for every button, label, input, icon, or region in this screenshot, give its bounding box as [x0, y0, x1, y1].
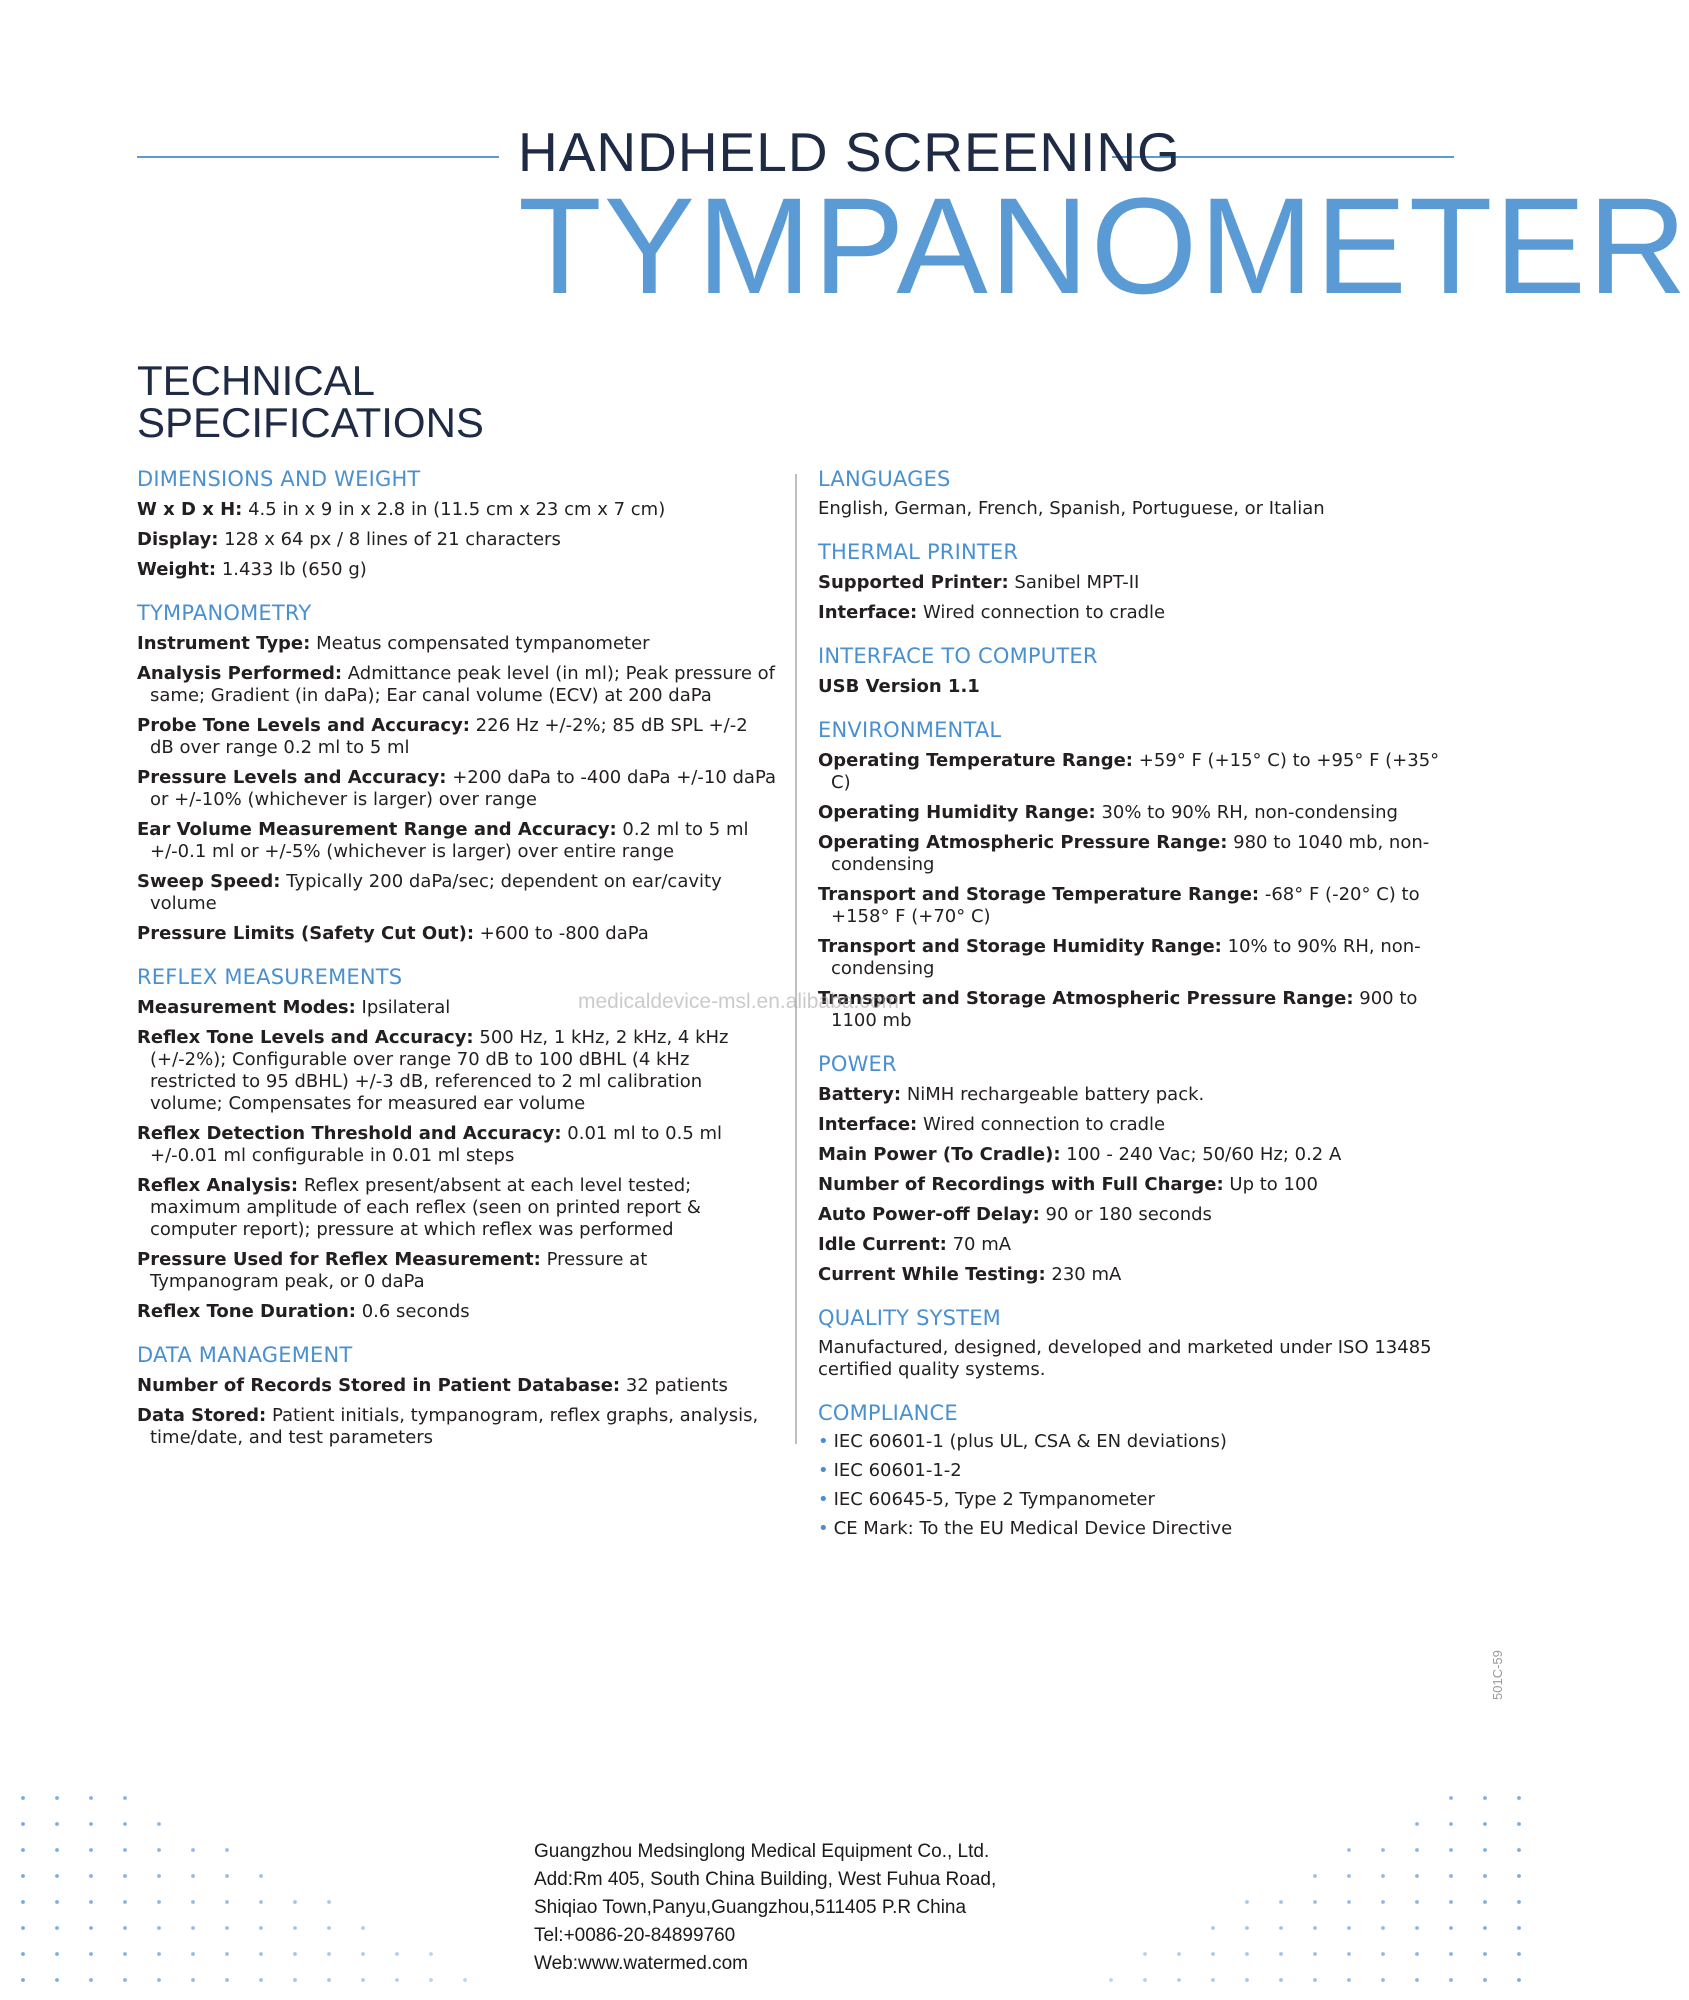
compliance-item-text: IEC 60601-1 (plus UL, CSA & EN deviations) — [833, 1431, 1227, 1452]
spec-label: Sweep Speed: — [137, 871, 281, 892]
spec-value: 128 x 64 px / 8 lines of 21 characters — [218, 529, 561, 550]
decorative-dot — [1449, 1822, 1453, 1826]
spec-value: 500 Hz, 1 kHz, 2 kHz, 4 kHz (+/-2%); Configurable over range 70 dB to 100 dBHL (4 kHz restricted to 95 dBHL) +/-3 dB, referenced to 2 ml calibration volume; Compensates for measured ear volume — [150, 1027, 729, 1114]
spec-value: +600 to -800 daPa — [474, 923, 649, 944]
section-title-compliance: COMPLIANCE — [818, 1401, 958, 1425]
footer-address-1: Add:Rm 405, South China Building, West Fuhua Road, — [534, 1869, 997, 1890]
spec-label: Transport and Storage Temperature Range: — [818, 884, 1260, 905]
spec-value: Wired connection to cradle — [917, 1114, 1166, 1135]
spec-label: Weight: — [137, 559, 217, 580]
spec-value: +59° F (+15° C) to +95° F (+35° C) — [831, 750, 1440, 793]
spec-label: Data Stored: — [137, 1405, 267, 1426]
decorative-dot — [1381, 1874, 1385, 1878]
decorative-dot — [157, 1874, 161, 1878]
spec-label: Operating Temperature Range: — [818, 750, 1134, 771]
right-column — [818, 467, 1458, 1547]
decorative-dot — [1415, 1874, 1419, 1878]
decorative-dot — [1245, 1978, 1249, 1982]
decorative-dot — [327, 1900, 331, 1904]
footer-company-name: Guangzhou Medsinglong Medical Equipment Co., Ltd. — [534, 1841, 990, 1862]
decorative-dot — [327, 1952, 331, 1956]
spec-row — [818, 1204, 1458, 1226]
spec-value: 10% to 90% RH, non-condensing — [831, 936, 1421, 979]
decorative-dot — [123, 1926, 127, 1930]
decorative-dot — [361, 1978, 365, 1982]
section-tympanometry — [137, 601, 777, 945]
compliance-list — [818, 1431, 1458, 1540]
spec-row — [818, 1114, 1458, 1136]
spec-value: NiMH rechargeable battery pack. — [901, 1084, 1205, 1105]
decorative-dot — [1449, 1874, 1453, 1878]
section-title-environmental: ENVIRONMENTAL — [818, 718, 1002, 742]
spec-row — [818, 602, 1458, 624]
spec-row — [818, 936, 1458, 980]
decorative-dot — [1517, 1900, 1521, 1904]
decorative-dot — [293, 1978, 297, 1982]
decorative-dot — [225, 1978, 229, 1982]
footer-website: Web:www.watermed.com — [534, 1953, 748, 1974]
section-interface — [818, 644, 1458, 698]
spec-row — [137, 633, 777, 655]
bullet-dot-icon: • — [818, 1518, 829, 1539]
spec-heading-line-2: SPECIFICATIONS — [137, 399, 484, 446]
section-reflex — [137, 965, 777, 1323]
decorative-dot — [89, 1900, 93, 1904]
section-power — [818, 1052, 1458, 1286]
decorative-dot — [89, 1952, 93, 1956]
spec-label: Pressure Levels and Accuracy: — [137, 767, 447, 788]
section-quality — [818, 1306, 1458, 1381]
decorative-dot — [1415, 1848, 1419, 1852]
compliance-item-text: CE Mark: To the EU Medical Device Directive — [833, 1518, 1233, 1539]
spec-row — [818, 572, 1458, 594]
company-footer — [534, 1838, 996, 1978]
spec-label: Reflex Detection Threshold and Accuracy: — [137, 1123, 562, 1144]
decorative-dot — [21, 1978, 25, 1982]
decorative-dot — [225, 1900, 229, 1904]
spec-label: Pressure Used for Reflex Measurement: — [137, 1249, 541, 1270]
title-line-2: TYMPANOMETER — [518, 170, 1689, 323]
spec-value: 980 to 1040 mb, non-condensing — [831, 832, 1430, 875]
decorative-dot — [1381, 1926, 1385, 1930]
spec-label: Operating Humidity Range: — [818, 802, 1096, 823]
decorative-dot — [1449, 1796, 1453, 1800]
decorative-dot — [1381, 1848, 1385, 1852]
decorative-dot — [1245, 1952, 1249, 1956]
decorative-dot — [1415, 1952, 1419, 1956]
left-column — [137, 467, 777, 1449]
spec-label: Reflex Analysis: — [137, 1175, 299, 1196]
decorative-dot — [1347, 1848, 1351, 1852]
spec-value: Up to 100 — [1223, 1174, 1318, 1195]
decorative-dot — [1313, 1926, 1317, 1930]
decorative-dot — [55, 1796, 59, 1800]
spec-row — [818, 802, 1458, 824]
section-compliance — [818, 1401, 1458, 1540]
spec-heading-line-1: TECHNICAL — [137, 357, 376, 404]
decorative-dot — [21, 1926, 25, 1930]
spec-label: Main Power (To Cradle): — [818, 1144, 1061, 1165]
decorative-dot — [1313, 1978, 1317, 1982]
spec-value: 0.6 seconds — [355, 1301, 470, 1322]
decorative-dot — [1381, 1978, 1385, 1982]
section-title-interface: INTERFACE TO COMPUTER — [818, 644, 1098, 668]
spec-row — [818, 1144, 1458, 1166]
decorative-dot — [1415, 1900, 1419, 1904]
spec-value: 100 - 240 Vac; 50/60 Hz; 0.2 A — [1060, 1144, 1342, 1165]
section-title-dimensions: DIMENSIONS AND WEIGHT — [137, 467, 421, 491]
decorative-dot — [191, 1900, 195, 1904]
spec-row — [818, 1234, 1458, 1256]
decorative-dot — [1211, 1926, 1215, 1930]
section-printer — [818, 540, 1458, 624]
spec-row — [137, 1249, 777, 1293]
decorative-dot — [1483, 1874, 1487, 1878]
spec-label: Current While Testing: — [818, 1264, 1046, 1285]
section-title-data-management: DATA MANAGEMENT — [137, 1343, 353, 1367]
decorative-dot — [429, 1978, 433, 1982]
compliance-item — [818, 1431, 1458, 1453]
decorative-dot — [123, 1848, 127, 1852]
bullet-dot-icon: • — [818, 1489, 829, 1510]
spec-value: +200 daPa to -400 daPa +/-10 daPa or +/-10% (whichever is larger) over range — [150, 767, 777, 810]
spec-label: Interface: — [818, 1114, 918, 1135]
decorative-dot — [1449, 1978, 1453, 1982]
spec-value: 30% to 90% RH, non-condensing — [1095, 802, 1398, 823]
spec-row — [137, 923, 777, 945]
decorative-dot — [55, 1848, 59, 1852]
decorative-dot — [361, 1952, 365, 1956]
spec-value: 1.433 lb (650 g) — [216, 559, 367, 580]
decorative-dot — [395, 1952, 399, 1956]
decorative-dot — [429, 1952, 433, 1956]
spec-row — [818, 1264, 1458, 1286]
decorative-dot — [21, 1874, 25, 1878]
spec-value: Pressure at Tympanogram peak, or 0 daPa — [150, 1249, 648, 1292]
decorative-dot — [259, 1952, 263, 1956]
decorative-dot — [225, 1926, 229, 1930]
spec-label: Probe Tone Levels and Accuracy: — [137, 715, 470, 736]
spec-value: 0.01 ml to 0.5 ml +/-0.01 ml configurable in 0.01 ml steps — [150, 1123, 723, 1166]
spec-label: Transport and Storage Humidity Range: — [818, 936, 1222, 957]
decorative-dot — [123, 1822, 127, 1826]
decorative-dot — [1483, 1900, 1487, 1904]
spec-row — [137, 529, 777, 551]
spec-row — [137, 499, 777, 521]
spec-label: Transport and Storage Atmospheric Pressure Range: — [818, 988, 1354, 1009]
decorative-dot — [21, 1796, 25, 1800]
spec-value: 230 mA — [1045, 1264, 1122, 1285]
decorative-dot — [89, 1978, 93, 1982]
decorative-dot — [259, 1926, 263, 1930]
decorative-dot — [1415, 1926, 1419, 1930]
spec-value: 226 Hz +/-2%; 85 dB SPL +/-2 dB over range 0.2 ml to 5 ml — [150, 715, 748, 758]
decorative-dot — [21, 1952, 25, 1956]
decorative-dot — [1177, 1952, 1181, 1956]
spec-row — [137, 1301, 777, 1323]
decorative-dot — [21, 1900, 25, 1904]
decorative-dot — [1449, 1900, 1453, 1904]
decorative-dot — [293, 1900, 297, 1904]
spec-row — [818, 884, 1458, 928]
spec-label: Supported Printer: — [818, 572, 1009, 593]
document-code: 501C-59 — [1490, 1650, 1505, 1700]
decorative-dot — [1517, 1796, 1521, 1800]
spec-value: Ipsilateral — [355, 997, 451, 1018]
spec-label: Pressure Limits (Safety Cut Out): — [137, 923, 475, 944]
decorative-dot — [1381, 1900, 1385, 1904]
decorative-dot — [1347, 1900, 1351, 1904]
compliance-item — [818, 1518, 1458, 1540]
spec-value: Meatus compensated tympanometer — [310, 633, 650, 654]
decorative-dot — [1347, 1952, 1351, 1956]
section-data-management — [137, 1343, 777, 1449]
section-title-languages: LANGUAGES — [818, 467, 951, 491]
decorative-dot — [1517, 1926, 1521, 1930]
section-title-quality: QUALITY SYSTEM — [818, 1306, 1001, 1330]
decorative-dot — [1449, 1848, 1453, 1852]
decorative-dot — [1517, 1978, 1521, 1982]
decorative-dot — [1279, 1952, 1283, 1956]
title-line-1: HANDHELD SCREENING — [518, 121, 1181, 183]
spec-value: Sanibel MPT-II — [1008, 572, 1140, 593]
spec-row — [137, 871, 777, 915]
decorative-dot — [55, 1822, 59, 1826]
spec-row — [137, 1175, 777, 1241]
spec-row — [137, 819, 777, 863]
section-title-reflex: REFLEX MEASUREMENTS — [137, 965, 403, 989]
decorative-dot — [191, 1874, 195, 1878]
decorative-dot — [225, 1874, 229, 1878]
bullet-dot-icon: • — [818, 1431, 829, 1452]
column-divider — [795, 474, 797, 1444]
decorative-dot — [157, 1978, 161, 1982]
spec-row — [137, 715, 777, 759]
decorative-dot — [123, 1978, 127, 1982]
decorative-dot — [1109, 1978, 1113, 1982]
decorative-dot — [1245, 1900, 1249, 1904]
decorative-dot — [1517, 1822, 1521, 1826]
decorative-dot — [1347, 1874, 1351, 1878]
spec-label: Operating Atmospheric Pressure Range: — [818, 832, 1228, 853]
decorative-dot — [293, 1952, 297, 1956]
spec-value: 70 mA — [946, 1234, 1012, 1255]
spec-value: Wired connection to cradle — [917, 602, 1166, 623]
spec-label: Ear Volume Measurement Range and Accuracy: — [137, 819, 617, 840]
watermark-text: medicaldevice-msl.en.alibaba.com — [578, 990, 899, 1013]
section-title-printer: THERMAL PRINTER — [818, 540, 1019, 564]
decorative-dot — [55, 1926, 59, 1930]
bullet-dot-icon: • — [818, 1460, 829, 1481]
decorative-dot — [1211, 1952, 1215, 1956]
section-title-tympanometry: TYMPANOMETRY — [137, 601, 312, 625]
spec-label: Interface: — [818, 602, 918, 623]
decorative-dot — [89, 1796, 93, 1800]
spec-value: 4.5 in x 9 in x 2.8 in (11.5 cm x 23 cm x 7 cm) — [242, 499, 666, 520]
decorative-dot — [1415, 1822, 1419, 1826]
spec-label: W x D x H: — [137, 499, 243, 520]
decorative-dot — [259, 1978, 263, 1982]
section-languages — [818, 467, 1458, 520]
spec-label: USB Version 1.1 — [818, 676, 980, 697]
decorative-dot — [1245, 1926, 1249, 1930]
decorative-dot — [1143, 1952, 1147, 1956]
decorative-dot — [89, 1874, 93, 1878]
spec-value: 900 to 1100 mb — [831, 988, 1418, 1031]
spec-value: 0.2 ml to 5 ml +/-0.1 ml or +/-5% (whichever is larger) over entire range — [150, 819, 749, 862]
decorative-dot — [55, 1978, 59, 1982]
decorative-dot — [1483, 1822, 1487, 1826]
decorative-dot — [1517, 1952, 1521, 1956]
spec-value: 90 or 180 seconds — [1039, 1204, 1212, 1225]
spec-row — [137, 1375, 777, 1397]
decorative-dot — [225, 1952, 229, 1956]
decorative-dot — [327, 1978, 331, 1982]
spec-label: Reflex Tone Duration: — [137, 1301, 356, 1322]
decorative-dot — [463, 1978, 467, 1982]
decorative-dot — [259, 1874, 263, 1878]
decorative-dot — [1279, 1978, 1283, 1982]
compliance-item — [818, 1460, 1458, 1482]
spec-row — [137, 559, 777, 581]
decorative-dot — [157, 1822, 161, 1826]
decorative-dot — [395, 1978, 399, 1982]
decorative-dot — [327, 1926, 331, 1930]
header-rule-left — [137, 156, 499, 158]
decorative-dot — [123, 1874, 127, 1878]
decorative-dot — [89, 1848, 93, 1852]
technical-specifications-heading — [137, 357, 484, 446]
decorative-dot — [1483, 1848, 1487, 1852]
spec-row — [137, 663, 777, 707]
spec-value: Typically 200 daPa/sec; dependent on ear/cavity volume — [150, 871, 722, 914]
compliance-item — [818, 1489, 1458, 1511]
footer-address-2: Shiqiao Town,Panyu,Guangzhou,511405 P.R China — [534, 1897, 967, 1918]
decorative-dot — [1381, 1952, 1385, 1956]
decorative-dot — [1279, 1926, 1283, 1930]
decorative-dot — [123, 1900, 127, 1904]
spec-value: Admittance peak level (in ml); Peak pressure of same; Gradient (in daPa); Ear canal volume (ECV) at 200 daPa — [150, 663, 775, 706]
spec-value: Patient initials, tympanogram, reflex graphs, analysis, time/date, and test parameters — [150, 1405, 759, 1448]
decorative-dot — [157, 1900, 161, 1904]
decorative-dot — [1143, 1978, 1147, 1982]
decorative-dot — [191, 1926, 195, 1930]
compliance-item-text: IEC 60645-5, Type 2 Tympanometer — [833, 1489, 1155, 1510]
decorative-dot — [21, 1848, 25, 1852]
decorative-dot — [1517, 1848, 1521, 1852]
decorative-dot — [293, 1926, 297, 1930]
decorative-dot — [89, 1926, 93, 1930]
decorative-dot — [1483, 1978, 1487, 1982]
decorative-dot — [1347, 1926, 1351, 1930]
spec-label: Instrument Type: — [137, 633, 311, 654]
spec-label: Measurement Modes: — [137, 997, 356, 1018]
spec-row — [818, 676, 1458, 698]
decorative-dot — [55, 1952, 59, 1956]
decorative-dot — [1449, 1926, 1453, 1930]
spec-row — [818, 750, 1458, 794]
decorative-dot — [259, 1900, 263, 1904]
decorative-dot — [361, 1926, 365, 1930]
spec-label: Number of Recordings with Full Charge: — [818, 1174, 1224, 1195]
section-title-power: POWER — [818, 1052, 897, 1076]
section-dimensions — [137, 467, 777, 581]
decorative-dot — [21, 1822, 25, 1826]
decorative-dot — [191, 1952, 195, 1956]
spec-row — [818, 988, 1458, 1032]
spec-row — [137, 1405, 777, 1449]
decorative-dot — [1347, 1978, 1351, 1982]
spec-label: Reflex Tone Levels and Accuracy: — [137, 1027, 474, 1048]
spec-value: 32 patients — [620, 1375, 728, 1396]
spec-row — [137, 1027, 777, 1115]
spec-row — [137, 767, 777, 811]
decorative-dot — [1211, 1978, 1215, 1982]
spec-label: Display: — [137, 529, 219, 550]
spec-label: Battery: — [818, 1084, 902, 1105]
decorative-dot — [1517, 1874, 1521, 1878]
footer-telephone: Tel:+0086-20-84899760 — [534, 1925, 736, 1946]
spec-row — [137, 1123, 777, 1167]
decorative-dot — [1415, 1978, 1419, 1982]
decorative-dot — [1313, 1900, 1317, 1904]
decorative-dot — [157, 1926, 161, 1930]
decorative-dot — [123, 1796, 127, 1800]
quality-text: Manufactured, designed, developed and marketed under ISO 13485 certified quality systems. — [818, 1337, 1432, 1380]
spec-value: Reflex present/absent at each level tested; maximum amplitude of each reflex (seen on printed report & computer report); pressure at which reflex was performed — [150, 1175, 701, 1240]
decorative-dot — [191, 1978, 195, 1982]
spec-label: Analysis Performed: — [137, 663, 343, 684]
decorative-dot — [1449, 1952, 1453, 1956]
decorative-dot — [191, 1848, 195, 1852]
spec-value: -68° F (-20° C) to +158° F (+70° C) — [831, 884, 1420, 927]
decorative-dot — [55, 1900, 59, 1904]
compliance-item-text: IEC 60601-1-2 — [833, 1460, 962, 1481]
section-environmental — [818, 718, 1458, 1032]
decorative-dot — [1483, 1796, 1487, 1800]
spec-row — [818, 1084, 1458, 1106]
decorative-dot — [1313, 1952, 1317, 1956]
spec-row — [818, 1174, 1458, 1196]
decorative-dot — [123, 1952, 127, 1956]
decorative-dot — [89, 1822, 93, 1826]
languages-text: English, German, French, Spanish, Portuguese, or Italian — [818, 498, 1325, 519]
spec-label: Number of Records Stored in Patient Database: — [137, 1375, 621, 1396]
spec-label: Idle Current: — [818, 1234, 947, 1255]
decorative-dot — [1279, 1900, 1283, 1904]
decorative-dot — [157, 1848, 161, 1852]
decorative-dot — [1313, 1874, 1317, 1878]
decorative-dot — [55, 1874, 59, 1878]
decorative-dot — [1177, 1978, 1181, 1982]
decorative-dot — [1483, 1952, 1487, 1956]
decorative-dot — [157, 1952, 161, 1956]
decorative-dot — [225, 1848, 229, 1852]
decorative-dot — [1483, 1926, 1487, 1930]
spec-label: Auto Power-off Delay: — [818, 1204, 1040, 1225]
spec-row — [818, 832, 1458, 876]
